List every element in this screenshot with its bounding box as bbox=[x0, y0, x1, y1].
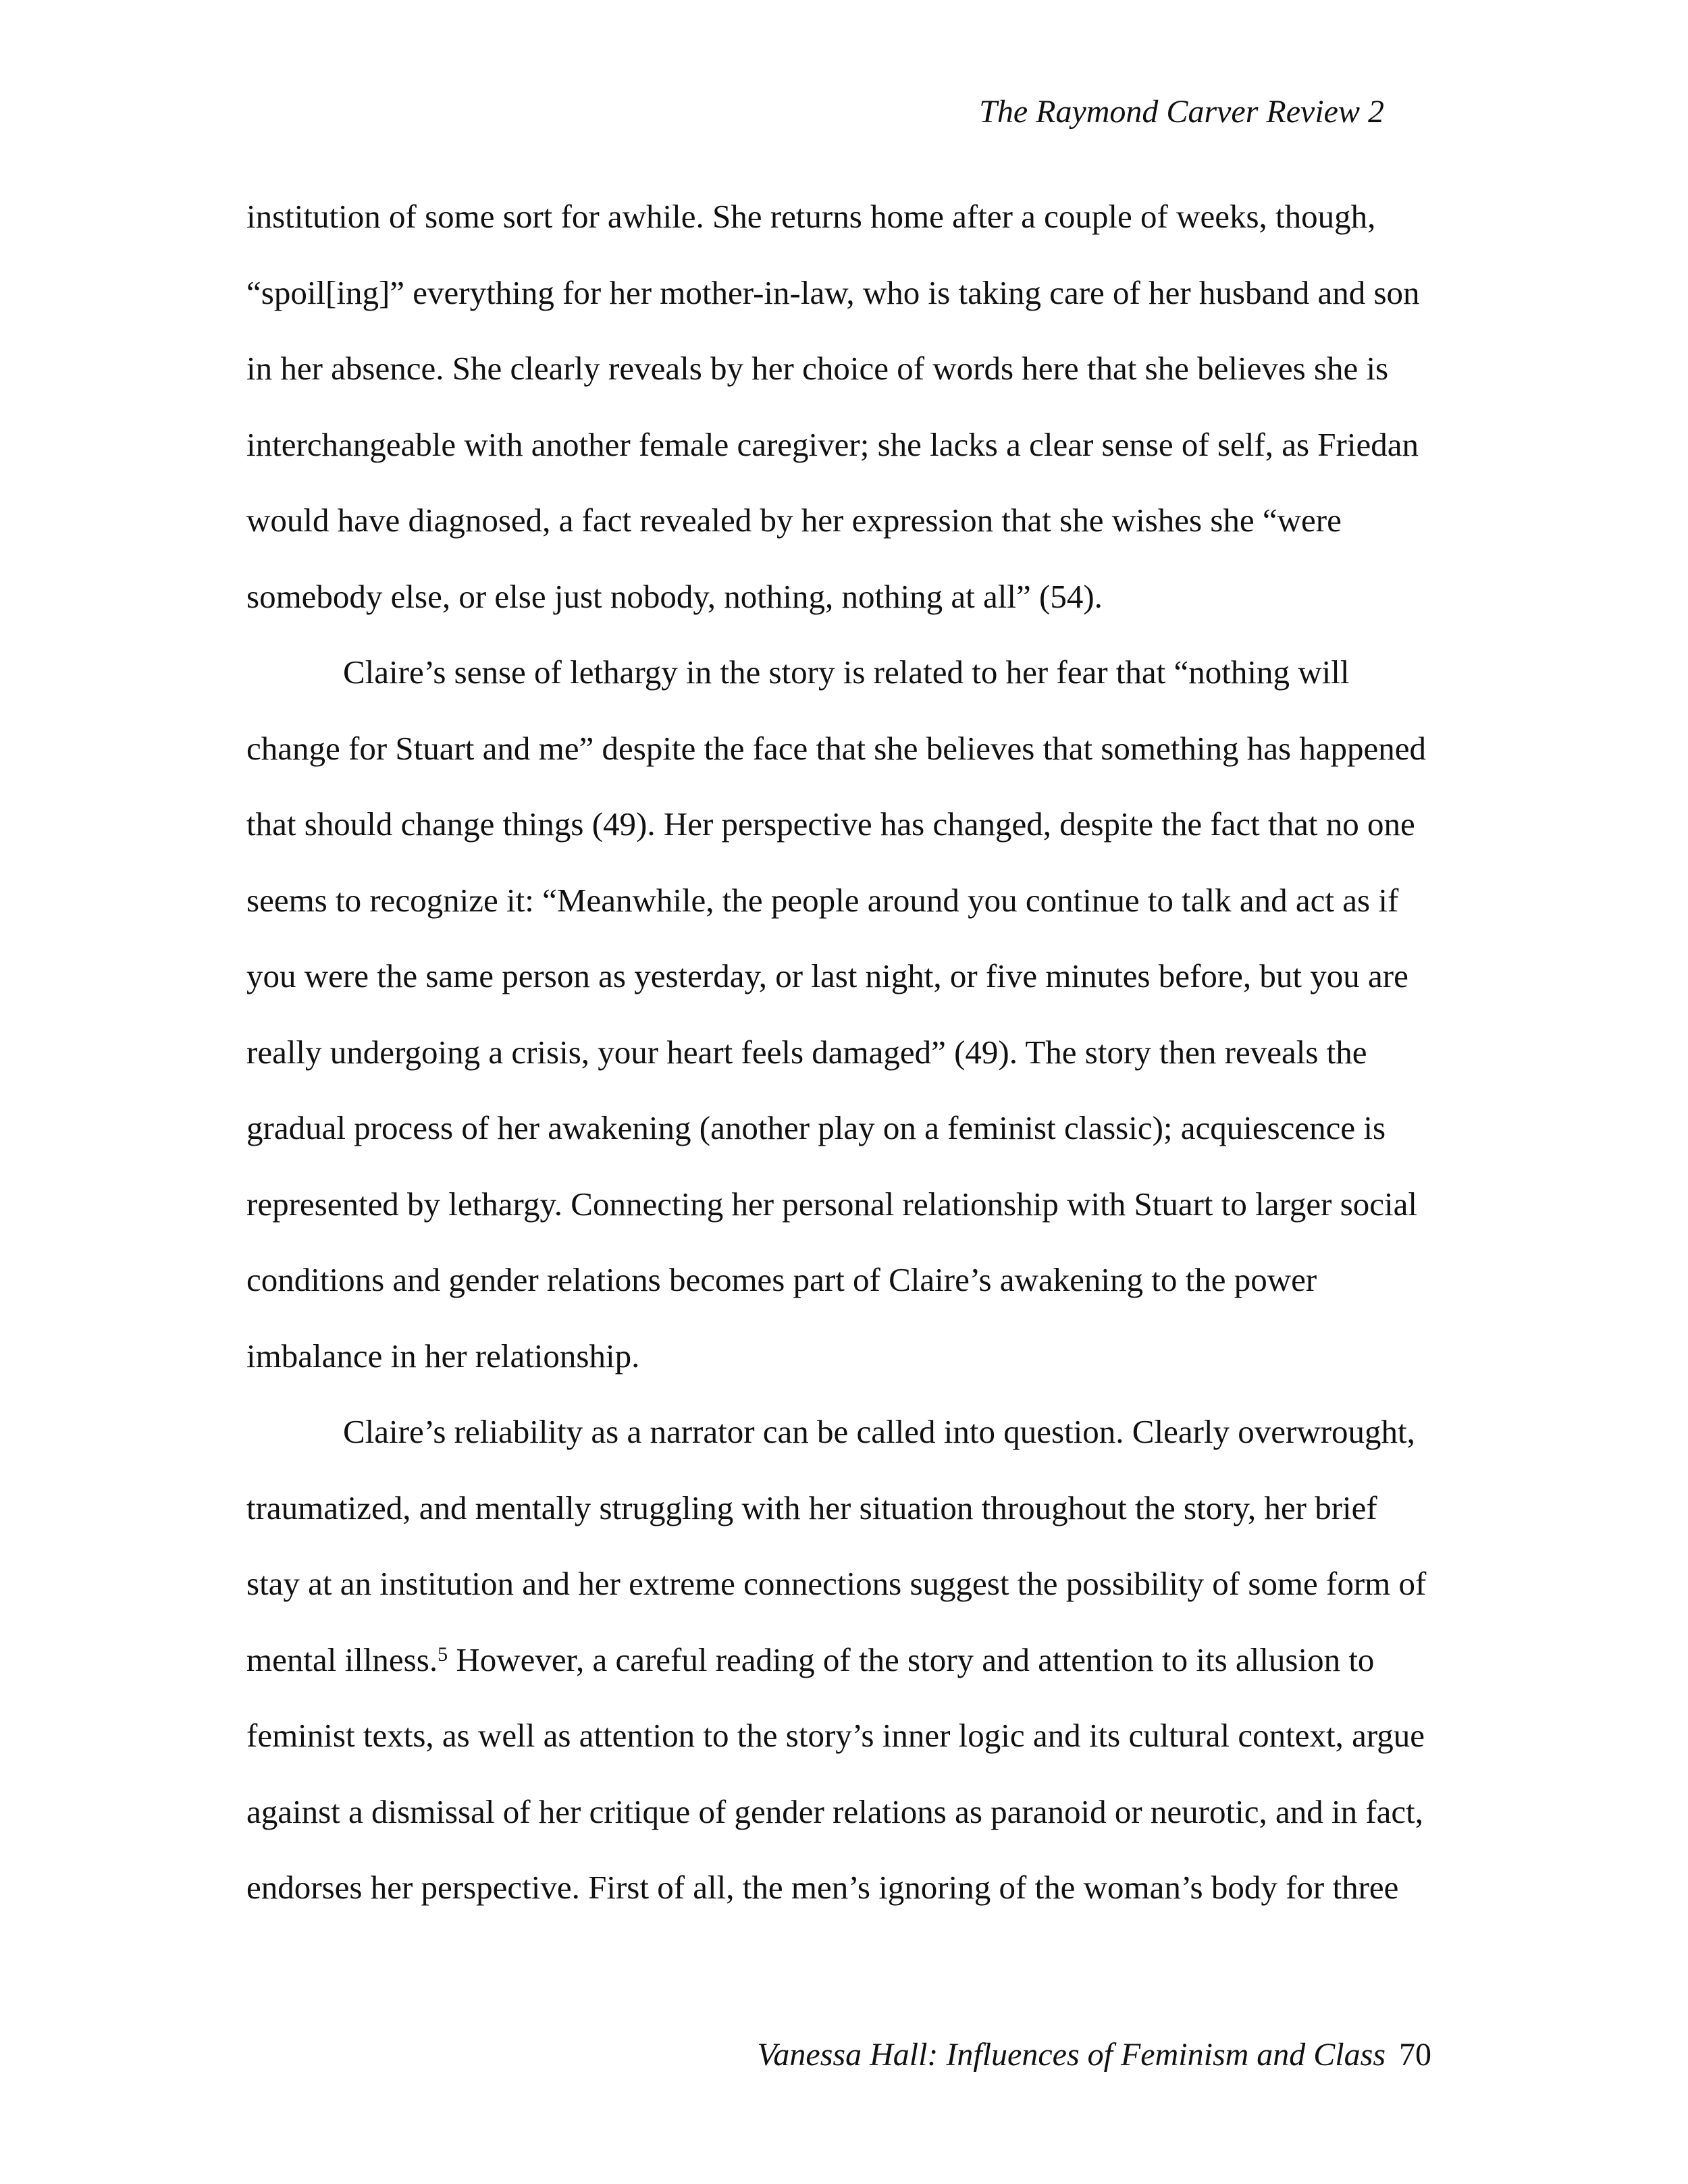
text-line-13: gradual process of her awakening (another play on a feminist classic); acquiescence is bbox=[246, 1109, 1386, 1146]
text-line-10: seems to recognize it: “Meanwhile, the people around you continue to talk and act as if bbox=[246, 881, 1399, 919]
text-line-5: would have diagnosed, a fact revealed by her expression that she wishes she “were bbox=[246, 502, 1342, 539]
footnote-marker[interactable]: 5 bbox=[438, 1643, 448, 1666]
text-line-6: somebody else, or else just nobody, nothing, nothing at all” (54). bbox=[246, 577, 1103, 615]
text-line-23: endorses her perspective. First of all, the men’s ignoring of the woman’s body for three bbox=[246, 1869, 1399, 1906]
page-number: 70 bbox=[1399, 2037, 1431, 2073]
text-line-11: you were the same person as yesterday, or last night, or five minutes before, but you are bbox=[246, 957, 1408, 994]
text-line-7: Claire’s sense of lethargy in the story is related to her fear that “nothing will bbox=[343, 654, 1350, 691]
text-line-20-start: mental illness. bbox=[246, 1641, 438, 1678]
body-text bbox=[246, 200, 1442, 1947]
text-line-2: “spoil[ing]” everything for her mother-in-law, who is taking care of her husband and son bbox=[246, 273, 1420, 311]
text-line-4: interchangeable with another female caregiver; she lacks a clear sense of self, as Friedan bbox=[246, 425, 1419, 463]
text-line-22: against a dismissal of her critique of gender relations as paranoid or neurotic, and in fact, bbox=[246, 1792, 1423, 1830]
text-line-1: institution of some sort for awhile. She returns home after a couple of weeks, though, bbox=[246, 198, 1376, 235]
text-line-12: really undergoing a crisis, your heart feels damaged” (49). The story then reveals the bbox=[246, 1033, 1367, 1071]
text-line-8: change for Stuart and me” despite the face that she believes that something has happened bbox=[246, 729, 1427, 767]
running-header: The Raymond Carver Review 2 bbox=[979, 94, 1384, 130]
text-line-15: conditions and gender relations becomes part of Claire’s awakening to the power bbox=[246, 1261, 1317, 1298]
text-line-18: traumatized, and mentally struggling with her situation throughout the story, her brief bbox=[246, 1489, 1377, 1526]
text-line-16: imbalance in her relationship. bbox=[246, 1337, 640, 1375]
text-line-14: represented by lethargy. Connecting her personal relationship with Stuart to larger social bbox=[246, 1185, 1418, 1223]
text-line-19: stay at an institution and her extreme connections suggest the possibility of some form of bbox=[246, 1565, 1427, 1602]
running-footer bbox=[757, 2039, 1431, 2071]
text-line-9: that should change things (49). Her perspective has changed, despite the fact that no one bbox=[246, 805, 1415, 843]
text-line-20 bbox=[246, 1643, 1442, 1720]
text-line-17: Claire’s reliability as a narrator can be called into question. Clearly overwrought, bbox=[343, 1413, 1415, 1450]
text-line-21: feminist texts, as well as attention to the story’s inner logic and its cultural context, argue bbox=[246, 1717, 1425, 1754]
footer-title: Vanessa Hall: Influences of Feminism and Class bbox=[757, 2037, 1386, 2073]
text-line-3: in her absence. She clearly reveals by her choice of words here that she believes she is bbox=[246, 350, 1389, 387]
text-line-20-end: However, a careful reading of the story and attention to its allusion to bbox=[448, 1641, 1375, 1678]
